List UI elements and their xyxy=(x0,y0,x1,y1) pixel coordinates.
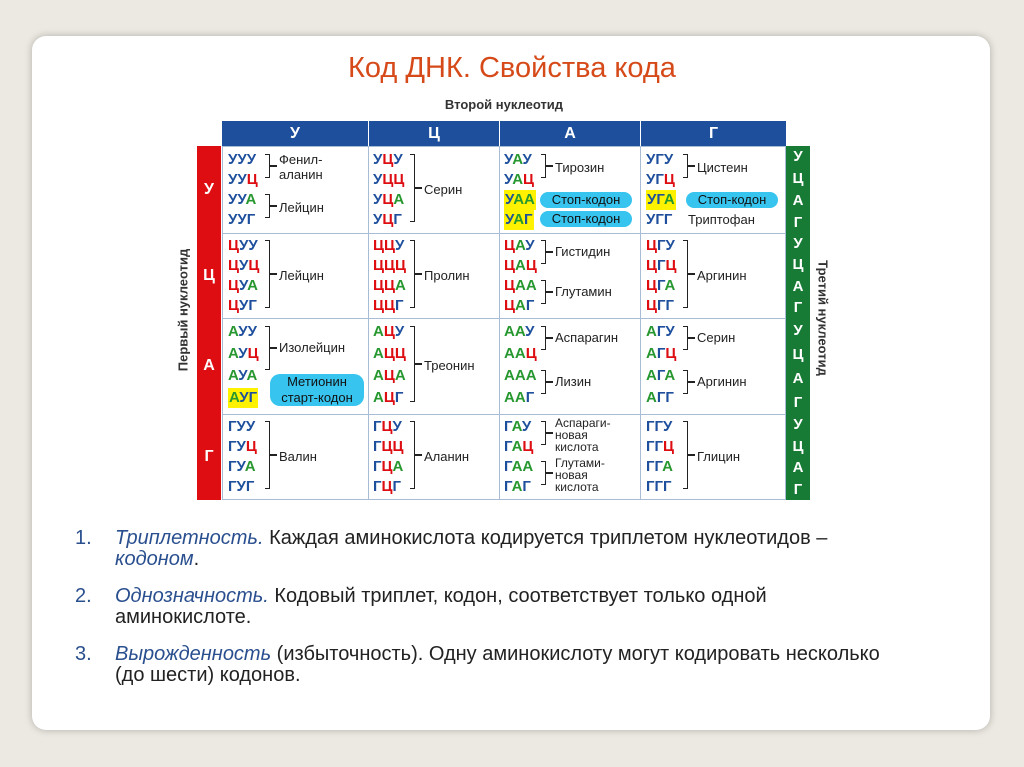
bracket-tick xyxy=(688,454,695,456)
property-number: 1. xyxy=(75,527,92,549)
codon: АЦА xyxy=(373,367,406,384)
codon: УЦА xyxy=(373,191,405,208)
bracket-tick xyxy=(270,273,277,275)
property-text: . xyxy=(193,548,200,570)
codon: ГУА xyxy=(228,458,256,475)
divider xyxy=(368,146,369,500)
codon: АЦЦ xyxy=(373,345,406,362)
divider xyxy=(222,233,786,234)
property-term: кодоном xyxy=(115,548,194,570)
codon: ЦГЦ xyxy=(646,257,677,274)
bracket-tick xyxy=(546,291,553,293)
stop-codon-label: Стоп-кодон xyxy=(686,192,778,208)
codon: УУА xyxy=(228,191,257,208)
third-u: У xyxy=(793,235,803,253)
codon: УЦГ xyxy=(373,211,402,228)
third-g: Г xyxy=(793,393,803,411)
codon: УГЦ xyxy=(646,171,675,188)
amino-acid-label: Валин xyxy=(279,449,317,464)
third-g: Г xyxy=(793,480,803,498)
third-u: У xyxy=(793,321,803,339)
bracket-tick xyxy=(415,273,422,275)
amino-acid-label: Лизин xyxy=(555,374,592,389)
codon: ЦАУ xyxy=(504,237,535,254)
bracket-tick xyxy=(546,432,553,434)
third-col-row-u xyxy=(786,146,810,233)
codon: АЦУ xyxy=(373,323,405,340)
start-codon-label: Метионин старт-кодон xyxy=(270,374,364,406)
codon: ЦЦА xyxy=(373,277,406,294)
third-a: А xyxy=(792,459,804,477)
row-head-u: У xyxy=(197,146,221,233)
codon: ААА xyxy=(504,367,537,384)
codon: ГАЦ xyxy=(504,438,534,455)
codon: ГАА xyxy=(504,458,534,475)
bracket-tick xyxy=(270,205,277,207)
third-g: Г xyxy=(793,298,803,316)
third-c: Ц xyxy=(792,345,804,363)
codon: ГЦА xyxy=(373,458,404,475)
amino-acid-label: Тирозин xyxy=(555,160,605,175)
codon: УЦУ xyxy=(373,151,403,168)
codon: ААЦ xyxy=(504,345,537,362)
amino-acid-label: Глицин xyxy=(697,449,741,464)
codon: АГГ xyxy=(646,389,674,406)
codon: УАА xyxy=(505,191,535,208)
third-a: А xyxy=(792,277,804,295)
amino-acid-label: Серин xyxy=(697,330,736,345)
col-head-u: У xyxy=(222,121,368,146)
bracket-tick xyxy=(688,165,695,167)
row-head-g: Г xyxy=(197,414,221,500)
col-head-c: Ц xyxy=(369,121,499,146)
codon: ЦЦУ xyxy=(373,237,405,254)
amino-acid-label: Цистеин xyxy=(697,160,748,175)
amino-acid-label: Лейцин xyxy=(279,200,324,215)
codon: УАГ xyxy=(505,211,533,228)
page-title: Код ДНК. Свойства кода xyxy=(348,52,676,84)
bracket-tick xyxy=(688,337,695,339)
codon: ГГУ xyxy=(646,418,673,435)
codon: АУЦ xyxy=(228,345,259,362)
bracket-tick xyxy=(415,187,422,189)
amino-acid-label: Аспарагин xyxy=(555,330,619,345)
codon: АУГ xyxy=(229,389,258,406)
amino-acid-label: Глутами- новая кислота xyxy=(555,456,605,494)
codon: УУЦ xyxy=(228,171,258,188)
row-head-a: А xyxy=(197,318,221,414)
stop-codon-label: Стоп-кодон xyxy=(540,211,632,227)
property-number: 3. xyxy=(75,643,92,665)
col-head-a: А xyxy=(500,121,640,146)
amino-acid-label: Серин xyxy=(424,182,463,197)
codon: ГАГ xyxy=(504,478,531,495)
divider xyxy=(640,146,641,500)
bracket-tick xyxy=(546,472,553,474)
codon: ЦЦГ xyxy=(373,297,404,314)
amino-acid-label: Пролин xyxy=(424,268,470,283)
property-term: Вырожденность xyxy=(115,643,272,665)
third-u: У xyxy=(793,148,803,166)
codon: ГАУ xyxy=(504,418,532,435)
third-c: Ц xyxy=(792,256,804,274)
codon: ЦГА xyxy=(646,277,676,294)
amino-acid-label: Гистидин xyxy=(555,244,611,259)
third-nucleotide-label: Третий нуклеотид xyxy=(815,260,831,376)
stop-codon-label: Стоп-кодон xyxy=(540,192,632,208)
amino-acid-label: Аланин xyxy=(424,449,470,464)
property-term: Триплетность. xyxy=(115,527,264,549)
codon: ГЦГ xyxy=(373,478,401,495)
first-nucleotide-label: Первый нуклеотид xyxy=(175,248,191,372)
third-u: У xyxy=(793,416,803,434)
property-text: (избыточность). Одну аминокислоту могут кодировать несколько (до шести) кодонов. xyxy=(115,643,880,686)
amino-acid-label: Глутамин xyxy=(555,284,612,299)
property-item xyxy=(75,644,895,686)
bracket-tick xyxy=(546,337,553,339)
amino-acid-label: Триптофан xyxy=(688,212,755,227)
properties-list xyxy=(75,528,895,702)
bracket-tick xyxy=(270,165,277,167)
codon: ГЦЦ xyxy=(373,438,404,455)
amino-acid-label: Изолейцин xyxy=(279,340,346,355)
codon: ГГГ xyxy=(646,478,672,495)
third-col-row-c xyxy=(786,233,810,318)
divider xyxy=(499,146,500,500)
codon: УЦЦ xyxy=(373,171,405,188)
bracket-tick xyxy=(415,363,422,365)
codon: ЦАЦ xyxy=(504,257,537,274)
codon: УАЦ xyxy=(504,171,535,188)
amino-acid-label: Лейцин xyxy=(279,268,324,283)
bracket-tick xyxy=(688,273,695,275)
bracket-tick xyxy=(546,165,553,167)
third-g: Г xyxy=(793,213,803,231)
amino-acid-label: Аспараги- новая кислота xyxy=(555,416,611,454)
codon: ГГЦ xyxy=(646,438,674,455)
codon: УГУ xyxy=(646,151,674,168)
codon: ААГ xyxy=(504,389,535,406)
property-number: 2. xyxy=(75,585,92,607)
codon: ААУ xyxy=(504,323,535,340)
codon: ГГА xyxy=(646,458,673,475)
second-nucleotide-label: Второй нуклеотид xyxy=(444,97,564,112)
third-c: Ц xyxy=(792,170,804,188)
codon: АГА xyxy=(646,367,676,384)
bracket-tick xyxy=(688,381,695,383)
divider xyxy=(222,318,786,319)
bracket-tick xyxy=(270,454,277,456)
row-head-c: Ц xyxy=(197,233,221,318)
codon: УУГ xyxy=(228,211,256,228)
codon: ЦУЦ xyxy=(228,257,260,274)
codon: ЦУА xyxy=(228,277,259,294)
divider xyxy=(222,414,786,415)
property-text: Кодовый триплет, кодон, соответствует только одной аминокислоте. xyxy=(115,585,767,628)
third-a: А xyxy=(792,369,804,387)
codon: АУА xyxy=(228,367,258,384)
amino-acid-label: Фенил- аланин xyxy=(279,152,323,182)
third-c: Ц xyxy=(792,437,804,455)
codon: ГУГ xyxy=(228,478,255,495)
amino-acid-label: Аргинин xyxy=(697,374,747,389)
codon: УУУ xyxy=(228,151,257,168)
amino-acid-label: Треонин xyxy=(424,358,475,373)
third-col-row-g xyxy=(786,414,810,500)
property-item xyxy=(75,586,895,628)
codon: УГА xyxy=(647,191,675,208)
bracket-tick xyxy=(415,454,422,456)
codon: УАУ xyxy=(504,151,532,168)
bracket-tick xyxy=(270,347,277,349)
codon: АУУ xyxy=(228,323,257,340)
bracket-tick xyxy=(546,251,553,253)
codon: ГУЦ xyxy=(228,438,257,455)
bracket-tick xyxy=(546,381,553,383)
codon: УГГ xyxy=(646,211,673,228)
third-a: А xyxy=(792,191,804,209)
codon: ЦЦЦ xyxy=(373,257,406,274)
codon: АГЦ xyxy=(646,345,677,362)
third-col-row-a xyxy=(786,318,810,414)
codon: ГЦУ xyxy=(373,418,402,435)
amino-acid-label: Аргинин xyxy=(697,268,747,283)
codon: АГУ xyxy=(646,323,675,340)
codon: ГУУ xyxy=(228,418,256,435)
codon: ЦАГ xyxy=(504,297,535,314)
property-item xyxy=(75,528,895,570)
property-text: Каждая аминокислота кодируется триплетом нуклеотидов – xyxy=(263,527,828,549)
codon: ЦАА xyxy=(504,277,537,294)
codon: ЦГГ xyxy=(646,297,674,314)
codon: АЦГ xyxy=(373,389,404,406)
codon: ЦУГ xyxy=(228,297,257,314)
codon: ЦГУ xyxy=(646,237,675,254)
col-head-g: Г xyxy=(641,121,786,146)
codon: ЦУУ xyxy=(228,237,258,254)
property-term: Однозначность. xyxy=(115,585,269,607)
